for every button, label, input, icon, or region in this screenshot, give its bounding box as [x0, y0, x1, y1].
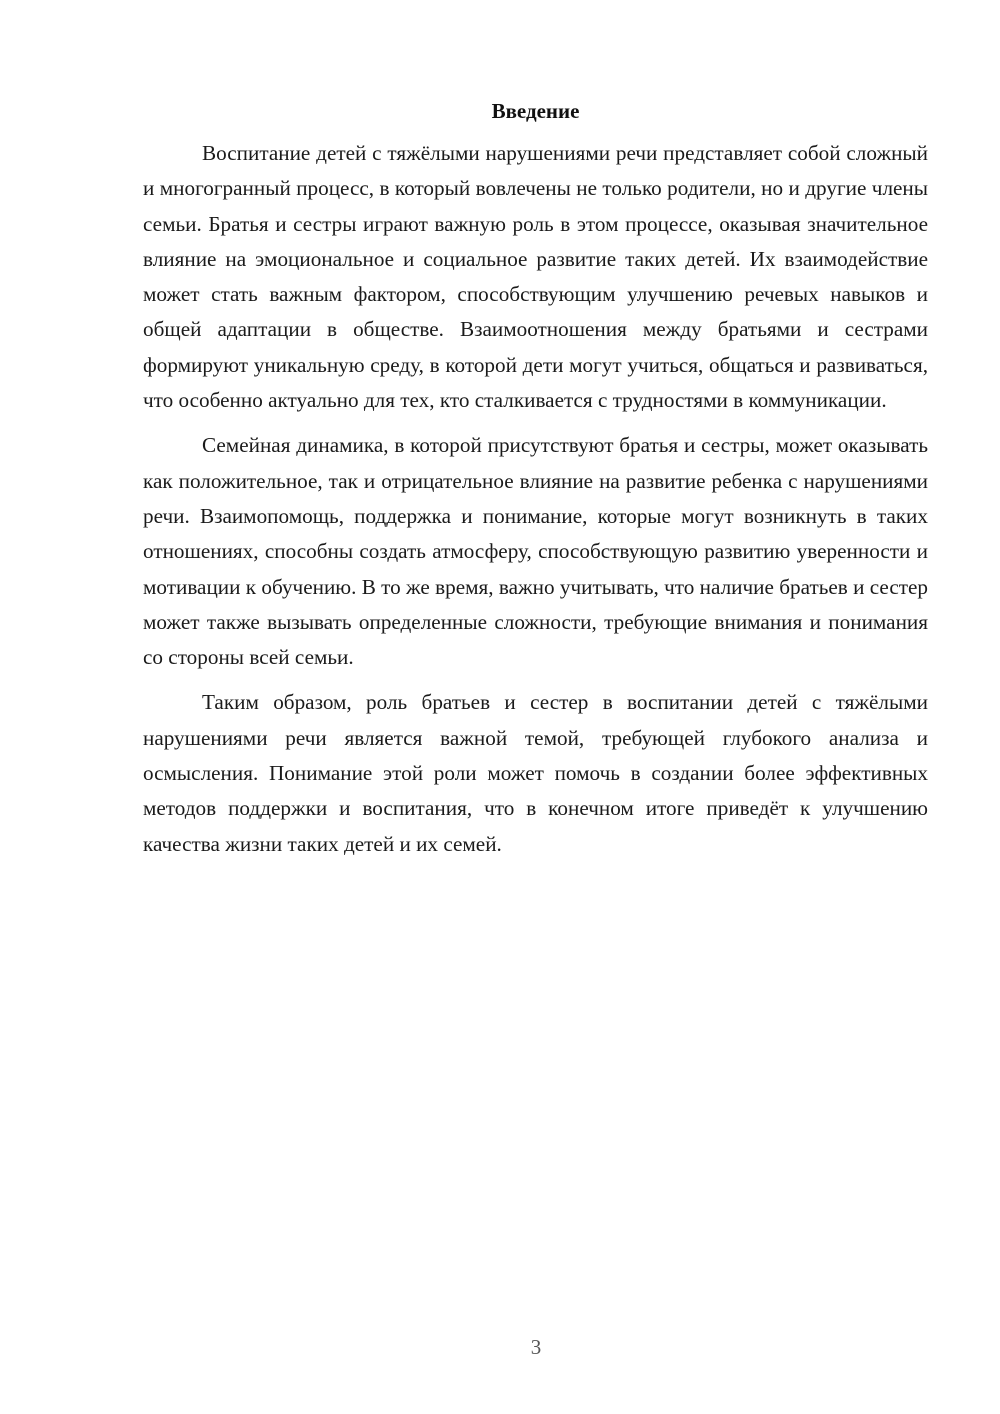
section-heading: Введение: [491, 99, 580, 123]
paragraph-1: Воспитание детей с тяжёлыми нарушениями речи представляет собой сложный и многогранный процесс, в который вовлечены не только родители, но и другие члены семьи. Братья и сестры играют важную роль в этом процессе, оказывая значительное влияние на эмоциональное и социальное развитие таких детей. Их взаимодействие может стать важным фактором, способствующим улучшению речевых навыков и общей адаптации в обществе. Взаимоотношения между братьями и сестрами формируют уникальную среду, в которой дети могут учиться, общаться и развиваться, что особенно актуально для тех, кто сталкивается с трудностями в коммуникации.: [143, 141, 928, 413]
document-body: [143, 96, 928, 872]
paragraph-2: Семейная динамика, в которой присутствуют братья и сестры, может оказывать как положительное, так и отрицательное влияние на развитие ребенка с нарушениями речи. Взаимопомощь, поддержка и понимание, которые могут возникнуть в таких отношениях, способны создать атмосферу, способствующую развитию уверенности и мотивации к обучению. В то же время, важно учитывать, что наличие братьев и сестер может также вызывать определенные сложности, требующие внимания и понимания со стороны всей семьи.: [143, 433, 928, 670]
page-number: 3: [530, 1335, 542, 1359]
paragraph-3: Таким образом, роль братьев и сестер в воспитании детей с тяжёлыми нарушениями речи является важной темой, требующей глубокого анализа и осмысления. Понимание этой роли может помочь в создании более эффективных методов поддержки и воспитания, что в конечном итоге приведёт к улучшению качества жизни таких детей и их семей.: [143, 690, 928, 856]
